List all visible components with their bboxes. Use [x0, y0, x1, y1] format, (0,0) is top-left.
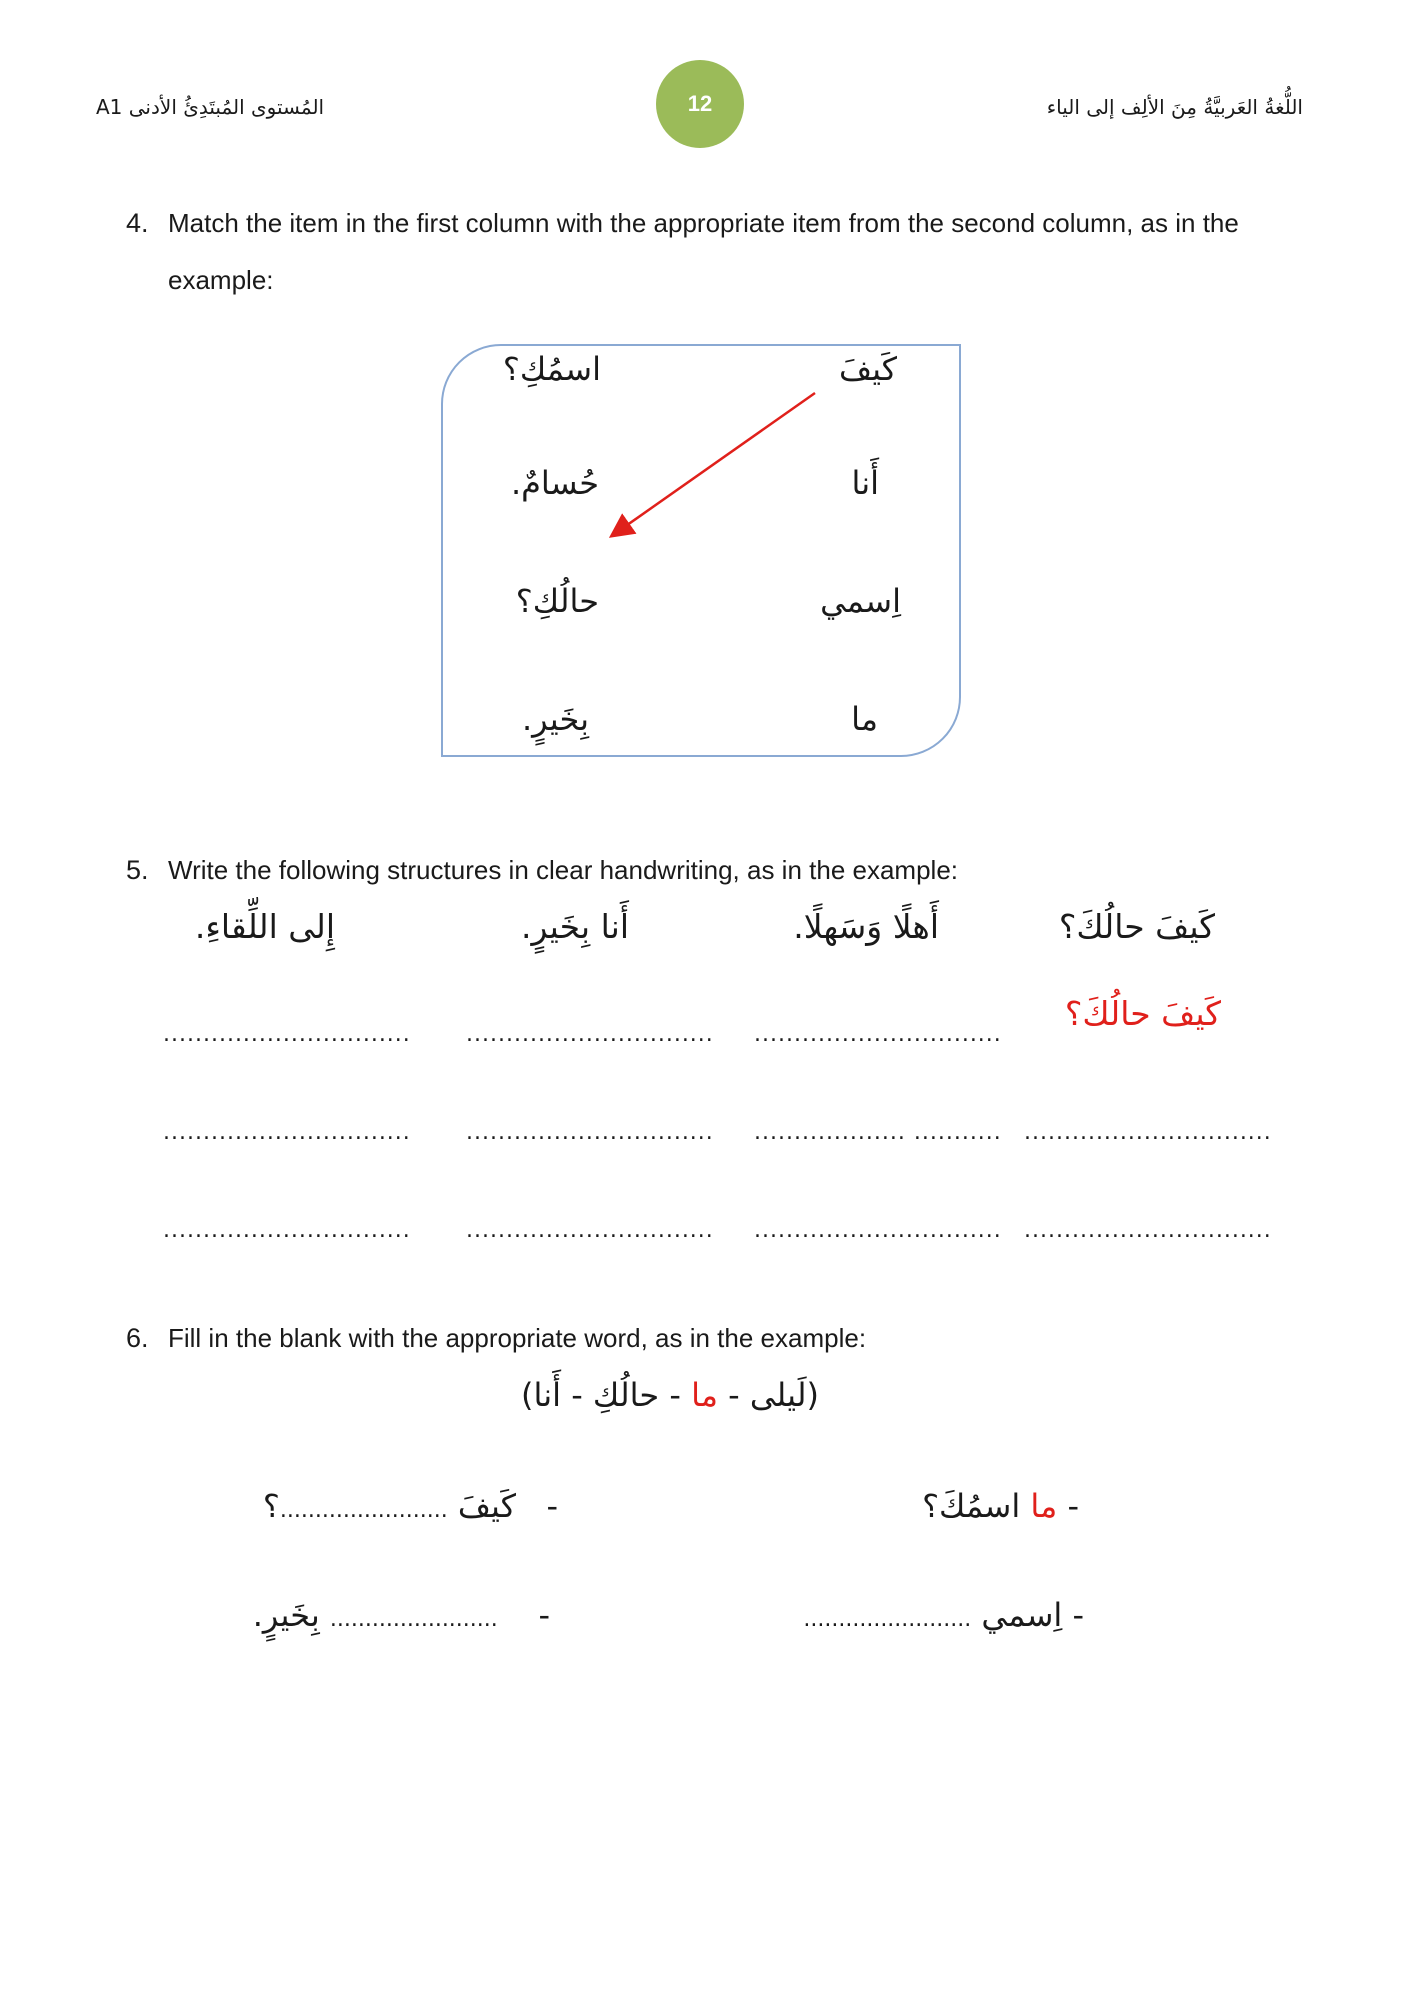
phrase-1: كَيفَ حالُكَ؟ [1058, 907, 1215, 946]
word-bank: (لَيلى - ما - حالُكِ - أَنا) [521, 1376, 819, 1414]
blank-r3-c4[interactable]: ............................... [1024, 1218, 1272, 1243]
match-left-2: حُسامٌ. [510, 464, 599, 502]
match-right-3: اِسمي [820, 582, 901, 620]
blank-r2-c4[interactable]: ............................... [1024, 1120, 1272, 1145]
match-right-4: ما [851, 700, 878, 738]
phrase-3: أَنا بِخَيرٍ. [520, 907, 629, 946]
phrase-2: أَهلًا وَسَهلًا. [793, 907, 939, 946]
arrow-line [613, 393, 815, 535]
book-title: اللُّغةُ العَربيَّةُ مِنَ الألِف إلى الياء [1046, 95, 1303, 119]
question-6-text: Fill in the blank with the appropriate word, as in the example: [168, 1323, 867, 1353]
blank-r2-c3[interactable]: ................... ........... [754, 1120, 1002, 1145]
fill-item-4: - ........................ بِخَيرٍ. [252, 1596, 550, 1634]
blank-r2-c2[interactable]: ............................... [466, 1120, 714, 1145]
fill-item-2-blank[interactable]: ........................ [279, 1498, 448, 1523]
question-4-text-line1: Match the item in the first column with the appropriate item from the second column, as in the [168, 208, 1239, 238]
question-4-number: 4. [126, 208, 149, 238]
match-left-1: اسمُكِ؟ [502, 350, 601, 388]
word-bank-highlight: ما [691, 1376, 718, 1414]
fill-item-1: - ما اسمُكَ؟ [922, 1487, 1079, 1525]
fill-item-4-blank[interactable]: ........................ [329, 1607, 498, 1632]
blank-r1-c1[interactable]: ............................... [163, 1022, 411, 1047]
blank-r3-c2[interactable]: ............................... [466, 1218, 714, 1243]
blank-r3-c3[interactable]: ............................... [754, 1218, 1002, 1243]
example-answer: كَيفَ حالُكَ؟ [1064, 994, 1221, 1033]
question-5-number: 5. [126, 855, 149, 885]
match-left-4: بِخَيرٍ. [521, 700, 589, 738]
fill-item-1-answer: ما [1030, 1487, 1058, 1525]
blank-r1-c2[interactable]: ............................... [466, 1022, 714, 1047]
match-left-3: حالُكِ؟ [515, 582, 599, 620]
question-5-text: Write the following structures in clear handwriting, as in the example: [168, 855, 959, 885]
blank-r3-c1[interactable]: ............................... [163, 1218, 411, 1243]
fill-item-3-blank[interactable]: ........................ [803, 1607, 972, 1632]
blank-r1-c3[interactable]: ............................... [754, 1022, 1002, 1047]
blank-r2-c1[interactable]: ............................... [163, 1120, 411, 1145]
phrase-4: إِلى اللِّقاءِ. [194, 907, 335, 946]
page-number-badge: 12 [656, 60, 744, 148]
question-6-number: 6. [126, 1323, 149, 1353]
level-title: المُستوى المُبتَدِئُ الأدنى A1 [96, 95, 325, 119]
match-right-1: كَيفَ [838, 350, 897, 388]
match-right-2: أَنا [851, 464, 879, 502]
fill-item-3: - اِسمي ........................ [803, 1596, 1084, 1634]
question-4-text-line2: example: [168, 265, 274, 295]
fill-item-2: - كَيفَ ........................؟ [262, 1487, 558, 1525]
